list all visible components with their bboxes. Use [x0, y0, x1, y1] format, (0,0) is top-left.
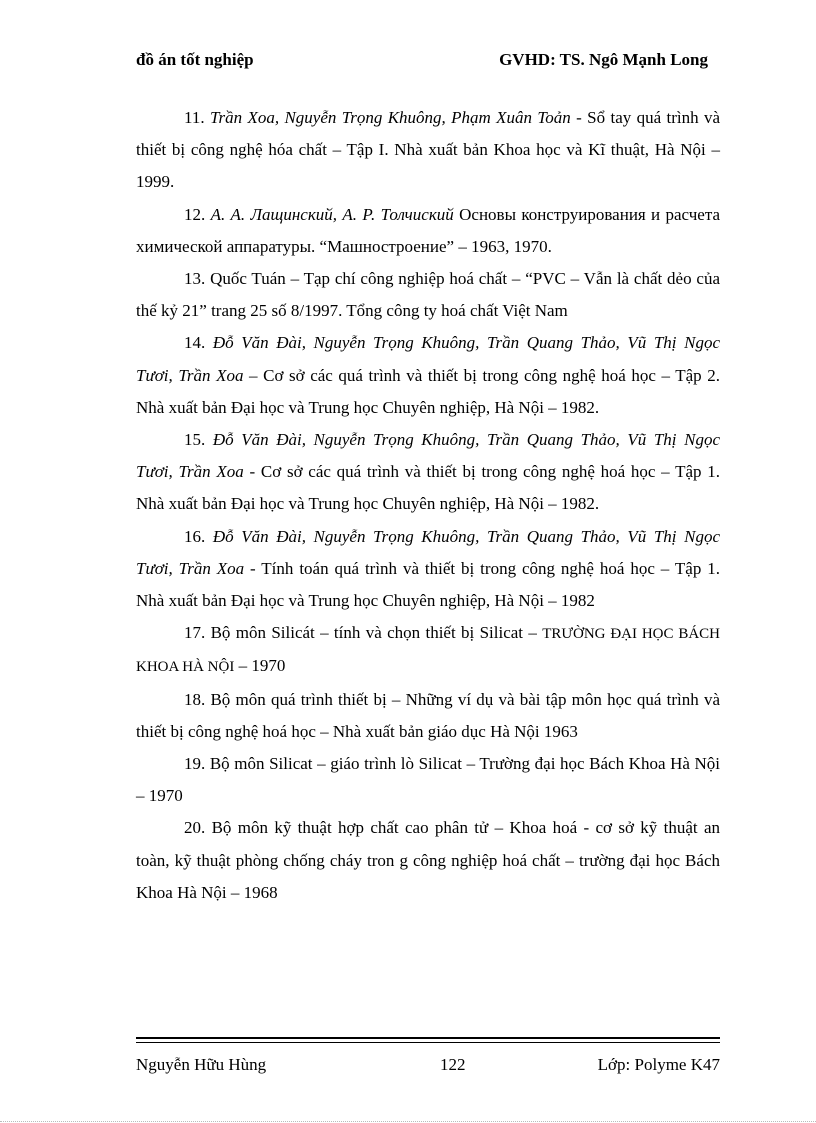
footer-rule-thin: [136, 1042, 720, 1043]
reference-number: 17.: [184, 623, 206, 643]
reference-authors: Trần Xoa, Nguyễn Trọng Khuông, Phạm Xuân Toản -: [209, 108, 582, 127]
reference-text: – Cơ sở các quá trình và thiết bị trong công nghệ hoá học – Tập 2. Nhà xuất bản Đại học và Trung học Chuyên nghiệp, Hà Nội – 1982.: [136, 365, 720, 417]
reference-text: Sổ tay quá trình và thiết bị công nghệ hóa chất – Tập I. Nhà xuất bản Khoa học và Kĩ thuật, Hà Nội – 1999.: [136, 108, 721, 192]
reference-number: 16.: [184, 526, 206, 546]
reference-text: Основы конструирования и расчета химической аппаратуры. “Машностроение” – 1963, 1970.: [136, 204, 721, 256]
page-header: [136, 50, 708, 72]
reference-item: [136, 748, 720, 812]
reference-number: 19.: [184, 754, 206, 774]
reference-item: [136, 102, 720, 199]
reference-item: [136, 263, 720, 327]
reference-authors: А. А. Лащинский, А. Р. Толчиский: [210, 204, 454, 224]
reference-number: 20.: [184, 818, 206, 838]
reference-text: - Cơ sở các quá trình và thiết bị trong công nghệ hoá học – Tập 1. Nhà xuất bản Đại học và Trung học Chuyên nghiệp, Hà Nội – 1982.: [136, 462, 721, 514]
reference-text: Bộ môn Silicat – giáo trình lò Silicat – Trường đại học Bách Khoa Hà Nội – 1970: [136, 754, 720, 806]
reference-number: 18.: [184, 689, 206, 709]
reference-item: [136, 521, 720, 618]
footer-class: Lớp: Polyme K47: [597, 1055, 720, 1074]
reference-text: Bộ môn kỹ thuật hợp chất cao phân tử – Khoa hoá - cơ sở kỹ thuật an toàn, kỹ thuật phòng chống cháy tron g công nghiệp hoá chất – trường đại học Bách Khoa Hà Nội – 1968: [136, 818, 721, 902]
reference-number: 12.: [184, 204, 206, 224]
reference-item: [136, 684, 720, 748]
reference-number: 13.: [184, 269, 206, 289]
reference-text: Bộ môn quá trình thiết bị – Những ví dụ và bài tập môn học quá trình và thiết bị công nghệ hoá học – Nhà xuất bản giáo dục Hà Nội 1963: [136, 689, 721, 741]
page-footer: [136, 1055, 720, 1077]
reference-text: Bộ môn Silicát – tính và chọn thiết bị Silicat –: [210, 623, 543, 643]
header-supervisor: GVHD: TS. Ngô Mạnh Long: [499, 50, 708, 69]
reference-item: [136, 812, 720, 909]
reference-number: 15.: [184, 430, 206, 450]
reference-institution: TRƯỜNG ĐẠI HỌC BÁCH KHOA HÀ NỘI: [136, 626, 720, 676]
reference-text: Quốc Tuán – Tạp chí công nghiệp hoá chất – “PVC – Vẫn là chất dẻo của thế kỷ 21” trang 25 số 8/1997. Tổng công ty hoá chất Việt Nam: [136, 269, 721, 321]
reference-authors: Đỗ Văn Đài, Nguyễn Trọng Khuông, Trần Quang Thảo, Vũ Thị Ngọc Tươi, Trần Xoa: [136, 526, 720, 578]
reference-authors: Đỗ Văn Đài, Nguyễn Trọng Khuông, Trần Quang Thảo, Vũ Thị Ngọc Tươi, Trần Xoa: [136, 333, 720, 385]
header-title: đồ án tốt nghiệp: [136, 50, 254, 69]
reference-item: [136, 327, 720, 424]
reference-item: [136, 424, 720, 521]
footer-author: Nguyễn Hữu Hùng: [136, 1055, 267, 1074]
page-bottom-border: [0, 1121, 816, 1122]
footer-rule-thick: [136, 1037, 720, 1039]
reference-text: - Tính toán quá trình và thiết bị trong công nghệ hoá học – Tập 1. Nhà xuất bản Đại học và Trung học Chuyên nghiệp, Hà Nội – 1982: [136, 558, 720, 611]
reference-number: 14.: [184, 333, 206, 353]
page-number: 122: [440, 1055, 466, 1074]
reference-list: [136, 102, 720, 909]
reference-authors: Đỗ Văn Đài, Nguyễn Trọng Khuông, Trần Quang Thảo, Vũ Thị Ngọc Tươi, Trần Xoa: [136, 430, 720, 482]
reference-number: 11.: [184, 108, 205, 127]
reference-item: [136, 617, 720, 683]
reference-item: [136, 199, 720, 263]
reference-year: – 1970: [234, 656, 286, 676]
